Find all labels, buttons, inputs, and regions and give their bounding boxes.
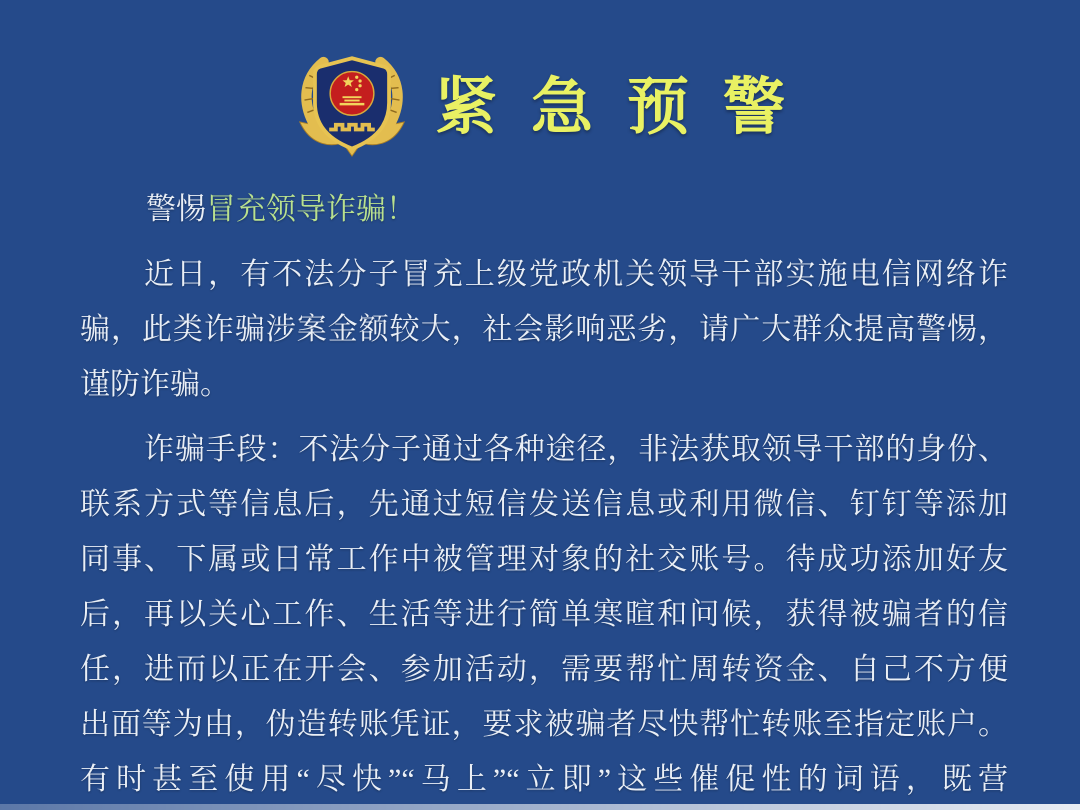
- page-title: 紧急预警: [434, 73, 819, 142]
- poster-header: [0, 0, 1080, 160]
- text-line: 骗，此类诈骗涉案金额较大，社会影响恶劣，请广大群众提高警惕，: [80, 313, 1008, 346]
- headline: [80, 182, 1008, 237]
- text-line: 同事、下属或日常工作中被管理对象的社交账号。待成功添加好友: [80, 543, 1008, 576]
- paragraph-recent-cases: [80, 247, 1008, 412]
- text-line: 有时甚至使用“尽快”“马上”“立即”这些催促性的词语，既营: [80, 763, 1008, 796]
- text-line: 任，进而以正在开会、参加活动，需要帮忙周转资金、自己不方便: [80, 653, 1008, 686]
- headline-prefix: 警惕: [146, 193, 206, 226]
- text-line: 后，再以关心工作、生活等进行简单寒暄和问候，获得被骗者的信: [80, 598, 1008, 631]
- text-line: 谨防诈骗。: [80, 368, 230, 401]
- text-line: 出面等为由，伪造转账凭证，要求被骗者尽快帮忙转账至指定账户。: [80, 708, 1008, 741]
- poster-body: [80, 182, 1008, 807]
- photo-edge-strip: [0, 804, 1080, 810]
- text-line: 近日，有不法分子冒充上级党政机关领导干部实施电信网络诈: [144, 258, 1008, 291]
- headline-highlight: 冒充领导诈骗！: [206, 193, 416, 226]
- police-badge-icon: [295, 44, 409, 158]
- text-line: 联系方式等信息后，先通过短信发送信息或利用微信、钉钉等添加: [80, 488, 1008, 521]
- text-line: 诈骗手段：不法分子通过各种途径，非法获取领导干部的身份、: [144, 433, 1008, 466]
- paragraph-fraud-methods: [80, 422, 1008, 807]
